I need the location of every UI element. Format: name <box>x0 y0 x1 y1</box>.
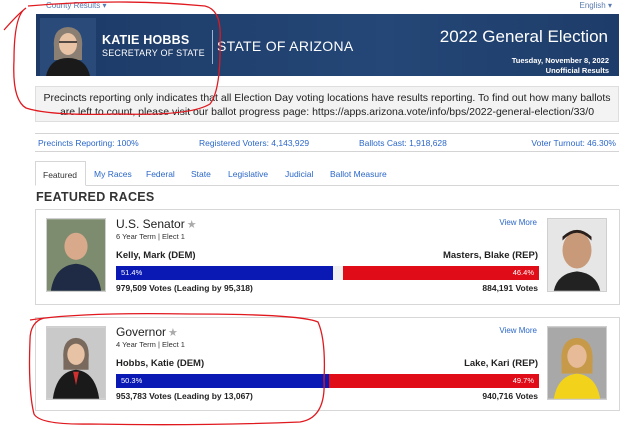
candidate-photo-dem <box>46 218 106 292</box>
race-title[interactable] <box>116 217 197 231</box>
tab-featured[interactable]: Featured <box>35 161 86 186</box>
rep-candidate-name: Masters, Blake (REP) <box>442 250 538 261</box>
header-banner <box>36 14 619 76</box>
secretary-name: KATIE HOBBS <box>102 33 190 47</box>
rep-votes: 884,191 Votes <box>482 283 538 293</box>
race-term: 6 Year Term | Elect 1 <box>116 232 185 241</box>
registered-voters: Registered Voters: 4,143,929 <box>199 138 310 148</box>
language-label: English <box>579 1 606 10</box>
stats-bar <box>35 133 619 152</box>
chevron-down-icon: ▾ <box>607 1 612 10</box>
dem-percent-bar: 50.3% <box>116 374 329 388</box>
rep-percent-bar: 49.7% <box>329 374 539 388</box>
secretary-portrait <box>40 18 96 76</box>
results-status: Unofficial Results <box>545 66 609 75</box>
race-title[interactable] <box>116 325 178 339</box>
banner-divider <box>212 30 213 64</box>
race-title-text: U.S. Senator <box>116 217 185 231</box>
dem-candidate-name: Kelly, Mark (DEM) <box>116 250 196 261</box>
rep-percent-bar: 46.4% <box>343 266 539 280</box>
view-more-link[interactable]: View More <box>499 218 537 227</box>
county-results-dropdown[interactable] <box>46 1 107 10</box>
state-name: STATE OF ARIZONA <box>217 38 354 54</box>
race-term: 4 Year Term | Elect 1 <box>116 340 185 349</box>
precincts-notice: Precincts reporting only indicates that all Election Day voting locations have results reporting. To find out how many ballots are left to count, please visit our ballot progress page: https://apps.arizona.vote/info/bps/2022-general-election/33/0 <box>35 86 619 122</box>
utility-bar <box>0 0 640 12</box>
tab-state[interactable]: State <box>191 169 211 179</box>
candidate-photo-rep <box>547 218 607 292</box>
county-results-label: County Results <box>46 1 101 10</box>
tab-my-races[interactable]: My Races <box>94 169 132 179</box>
favorite-star-icon[interactable]: ★ <box>168 327 178 339</box>
rep-votes: 940,716 Votes <box>482 391 538 401</box>
voter-turnout: Voter Turnout: 46.30% <box>531 138 616 148</box>
precincts-reporting: Precincts Reporting: 100% <box>38 138 139 148</box>
race-card-governor <box>35 317 620 411</box>
race-tabs <box>35 161 619 186</box>
tab-ballot-measure[interactable]: Ballot Measure <box>330 169 387 179</box>
race-title-text: Governor <box>116 325 167 339</box>
secretary-title: SECRETARY OF STATE <box>102 48 205 58</box>
results-bar <box>116 266 539 280</box>
chevron-down-icon: ▾ <box>102 1 107 10</box>
tab-legislative[interactable]: Legislative <box>228 169 269 179</box>
dem-candidate-name: Hobbs, Katie (DEM) <box>116 358 205 369</box>
dem-percent-bar: 51.4% <box>116 266 333 280</box>
language-dropdown[interactable] <box>580 1 613 10</box>
candidate-photo-dem <box>46 326 106 400</box>
tab-federal[interactable]: Federal <box>146 169 175 179</box>
candidate-photo-rep <box>547 326 607 400</box>
results-bar <box>116 374 539 388</box>
election-title: 2022 General Election <box>439 27 608 46</box>
tab-judicial[interactable]: Judicial <box>285 169 314 179</box>
race-card-senate <box>35 209 620 305</box>
dem-votes: 953,783 Votes (Leading by 13,067) <box>116 391 253 401</box>
view-more-link[interactable]: View More <box>499 326 537 335</box>
rep-candidate-name: Lake, Kari (REP) <box>464 358 538 369</box>
ballots-cast: Ballots Cast: 1,918,628 <box>359 138 447 148</box>
dem-votes: 979,509 Votes (Leading by 95,318) <box>116 283 253 293</box>
section-title: FEATURED RACES <box>36 190 155 204</box>
favorite-star-icon[interactable]: ★ <box>186 219 197 231</box>
election-date: Tuesday, November 8, 2022 <box>511 56 609 65</box>
